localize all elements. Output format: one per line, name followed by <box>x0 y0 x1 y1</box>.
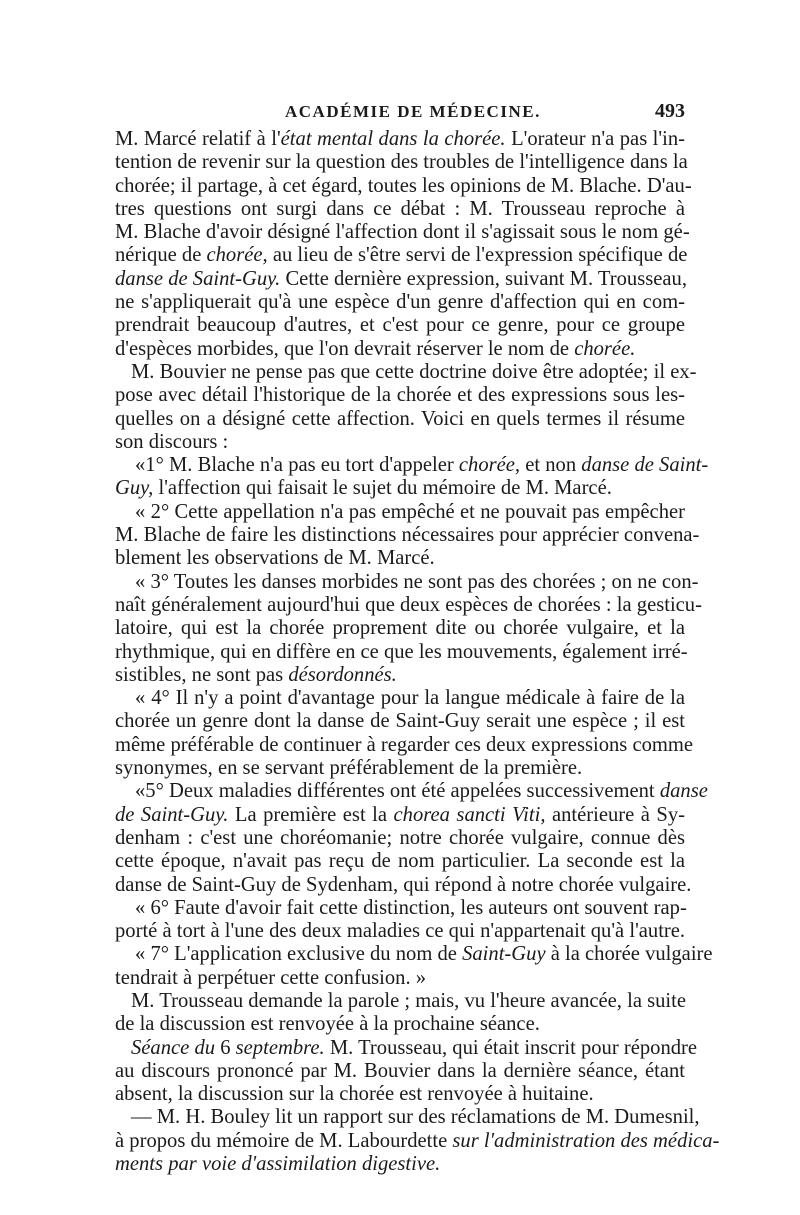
text-line <box>115 990 685 1013</box>
text-run: sistibles, ne sont pas <box>115 663 289 686</box>
text-run: M. Trousseau, qui était inscrit pour répondre <box>324 1036 698 1059</box>
text-line <box>115 943 713 966</box>
text-line <box>115 664 685 687</box>
text-line <box>115 640 688 664</box>
text-line <box>115 221 690 244</box>
text-line <box>115 198 685 221</box>
italic-text: ments par voie d'assimilation digestive. <box>115 1153 441 1176</box>
text-run: tendrait à perpétuer cette confusion. » <box>115 966 427 989</box>
italic-text: désordonnés. <box>288 663 397 686</box>
text-run: prendrait beaucoup d'autres, et c'est pour ce genre, pour ce groupe <box>115 314 685 337</box>
text-run: M. Blache de faire les distinctions nécessaires pour apprécier convena- <box>115 524 700 547</box>
text-run: «5° Deux maladies différentes ont été appelées successivement <box>135 780 660 803</box>
text-line <box>115 384 685 407</box>
italic-text: chorée, <box>458 454 521 477</box>
text-run: même préférable de continuer à regarder ces deux expressions comme <box>115 733 694 756</box>
italic-text: septembre. <box>235 1036 325 1059</box>
italic-text: chorée. <box>574 337 636 360</box>
italic-text: Saint-Guy <box>462 943 546 966</box>
text-run: ne s'appliquerait qu'à une espèce d'un genre d'affection qui en com- <box>115 291 685 314</box>
text-line <box>115 408 685 431</box>
text-line <box>115 314 685 337</box>
text-line <box>115 174 692 198</box>
text-line <box>115 757 685 780</box>
text-line <box>115 547 685 570</box>
text-line <box>115 268 685 291</box>
text-run: et non <box>520 454 582 477</box>
text-run: « 2° Cette appellation n'a pas empêché et ne pouvait pas empêcher <box>135 500 685 523</box>
text-line <box>115 617 685 640</box>
text-line <box>115 338 685 361</box>
text-run: «1° M. Blache n'a pas eu tort d'appeler <box>135 454 459 477</box>
italic-text: danse de Saint-Guy. <box>115 267 281 290</box>
text-run: nérique de <box>115 244 207 267</box>
italic-text: Séance du <box>131 1036 216 1059</box>
text-line <box>115 454 709 477</box>
text-run: blement les observations de M. Marcé. <box>115 547 435 570</box>
text-line <box>115 128 685 151</box>
text-run: 6 <box>215 1036 236 1059</box>
text-line <box>115 780 708 803</box>
text-line <box>115 431 685 454</box>
text-line <box>115 687 685 710</box>
italic-text: état mental dans la chorée. <box>280 128 506 150</box>
text-run: denham : c'est une choréomanie; notre chorée vulgaire, connue dès <box>115 826 685 849</box>
text-line <box>115 1083 685 1106</box>
page-header <box>115 98 685 132</box>
italic-text: danse de Saint- <box>581 454 709 477</box>
text-run: chorée un genre dont la danse de Saint-Guy serait une espèce ; il est <box>115 710 685 733</box>
text-run: l'affection qui faisait le sujet du mémoire de M. Marcé. <box>153 477 612 500</box>
text-run: « 3° Toutes les danses morbides ne sont pas des chorées ; on ne con- <box>135 570 699 593</box>
text-run: M. Bouvier ne pense pas que cette doctrine doive être adoptée; il ex- <box>131 360 697 383</box>
text-line <box>115 897 685 920</box>
text-line <box>115 967 685 990</box>
text-run: porté à tort à l'une des deux maladies ce qui n'appartenait qu'à l'autre. <box>115 920 686 943</box>
text-run: Cette dernière expression, suivant M. Trousseau, <box>280 267 687 290</box>
text-run: « 7° L'application exclusive du nom de <box>135 943 463 966</box>
text-run: chorée; il partage, à cet égard, toutes les opinions de M. Blache. D'au- <box>115 174 692 197</box>
italic-text: de Saint-Guy. <box>115 803 229 826</box>
text-line <box>115 873 692 897</box>
text-run: M. Marcé relatif à l' <box>115 128 281 150</box>
text-run: d'espèces morbides, que l'on devrait réserver le nom de <box>115 337 575 360</box>
text-run: L'orateur n'a pas l'in- <box>505 128 685 150</box>
text-line <box>115 1060 685 1083</box>
text-line <box>115 1013 685 1036</box>
text-line <box>115 920 685 943</box>
text-run: « 4° Il n'y a point d'avantage pour la langue médicale à faire de la <box>135 687 685 710</box>
text-run: tention de revenir sur la question des troubles de l'intelligence dans la <box>115 151 688 174</box>
text-run: rhythmique, qui en diffère en ce que les mouvements, également irré- <box>115 640 688 663</box>
text-run: pose avec détail l'historique de la chorée et des expressions sous les- <box>115 384 685 407</box>
text-line <box>115 151 688 174</box>
text-line <box>115 524 700 547</box>
text-run: au lieu de s'être servi de l'expression spécifique de <box>267 244 688 267</box>
text-line <box>115 501 685 524</box>
text-run: — M. H. Bouley lit un rapport sur des réclamations de M. Dumesnil, <box>131 1106 700 1129</box>
text-run: de la discussion est renvoyée à la prochaine séance. <box>115 1013 540 1036</box>
text-run: La première est la <box>228 803 394 826</box>
body-text <box>115 128 720 1176</box>
text-run: synonymes, en se servant préférablement de la première. <box>115 757 583 780</box>
text-line <box>115 244 688 267</box>
text-line <box>115 1036 698 1060</box>
running-head: ACADÉMIE DE MÉDECINE. <box>285 102 541 121</box>
text-run: « 6° Faute d'avoir fait cette distinction, les auteurs ont souvent rap- <box>135 896 687 919</box>
text-line <box>115 477 685 500</box>
text-run: latoire, qui est la chorée proprement dite ou chorée vulgaire, et la <box>115 617 685 640</box>
text-line <box>115 804 685 827</box>
text-run: à propos du mémoire de M. Labourdette <box>115 1129 453 1152</box>
text-run: antérieure à Sy- <box>545 803 685 826</box>
text-line <box>115 570 699 594</box>
text-run: tres questions ont surgi dans ce débat : M. Trousseau reproche à <box>115 197 685 220</box>
text-line <box>115 710 685 733</box>
page-number: 493 <box>655 100 685 122</box>
text-run: naît généralement aujourd'hui que deux espèces de chorées : la gesticu- <box>115 593 702 616</box>
italic-text: danse <box>659 780 708 803</box>
italic-text: Guy, <box>115 477 154 500</box>
text-line <box>115 1106 700 1129</box>
text-run: absent, la discussion sur la chorée est renvoyée à huitaine. <box>115 1083 594 1106</box>
text-line <box>115 827 685 850</box>
text-run: M. Blache d'avoir désigné l'affection dont il s'agissait sous le nom gé- <box>115 221 690 244</box>
italic-text: sur l'administration des médica- <box>452 1129 720 1152</box>
text-run: son discours : <box>115 430 229 453</box>
text-line <box>115 850 685 873</box>
text-line <box>115 1153 685 1176</box>
text-run: à la chorée vulgaire <box>545 943 713 966</box>
text-run: au discours prononcé par M. Bouvier dans la dernière séance, étant <box>115 1059 685 1082</box>
italic-text: chorée, <box>206 244 268 267</box>
text-run: M. Trousseau demande la parole ; mais, vu l'heure avancée, la suite <box>131 989 687 1012</box>
italic-text: chorea sancti Viti, <box>393 803 546 826</box>
text-line <box>115 291 685 314</box>
text-run: cette époque, n'avait pas reçu de nom particulier. La seconde est la <box>115 850 685 873</box>
text-line <box>115 733 694 757</box>
text-line <box>115 593 702 617</box>
text-line <box>115 1129 720 1153</box>
text-run: quelles on a désigné cette affection. Voici en quels termes il résume <box>115 407 685 430</box>
text-run: danse de Saint-Guy de Sydenham, qui répond à notre chorée vulgaire. <box>115 873 692 896</box>
text-line <box>115 360 697 384</box>
